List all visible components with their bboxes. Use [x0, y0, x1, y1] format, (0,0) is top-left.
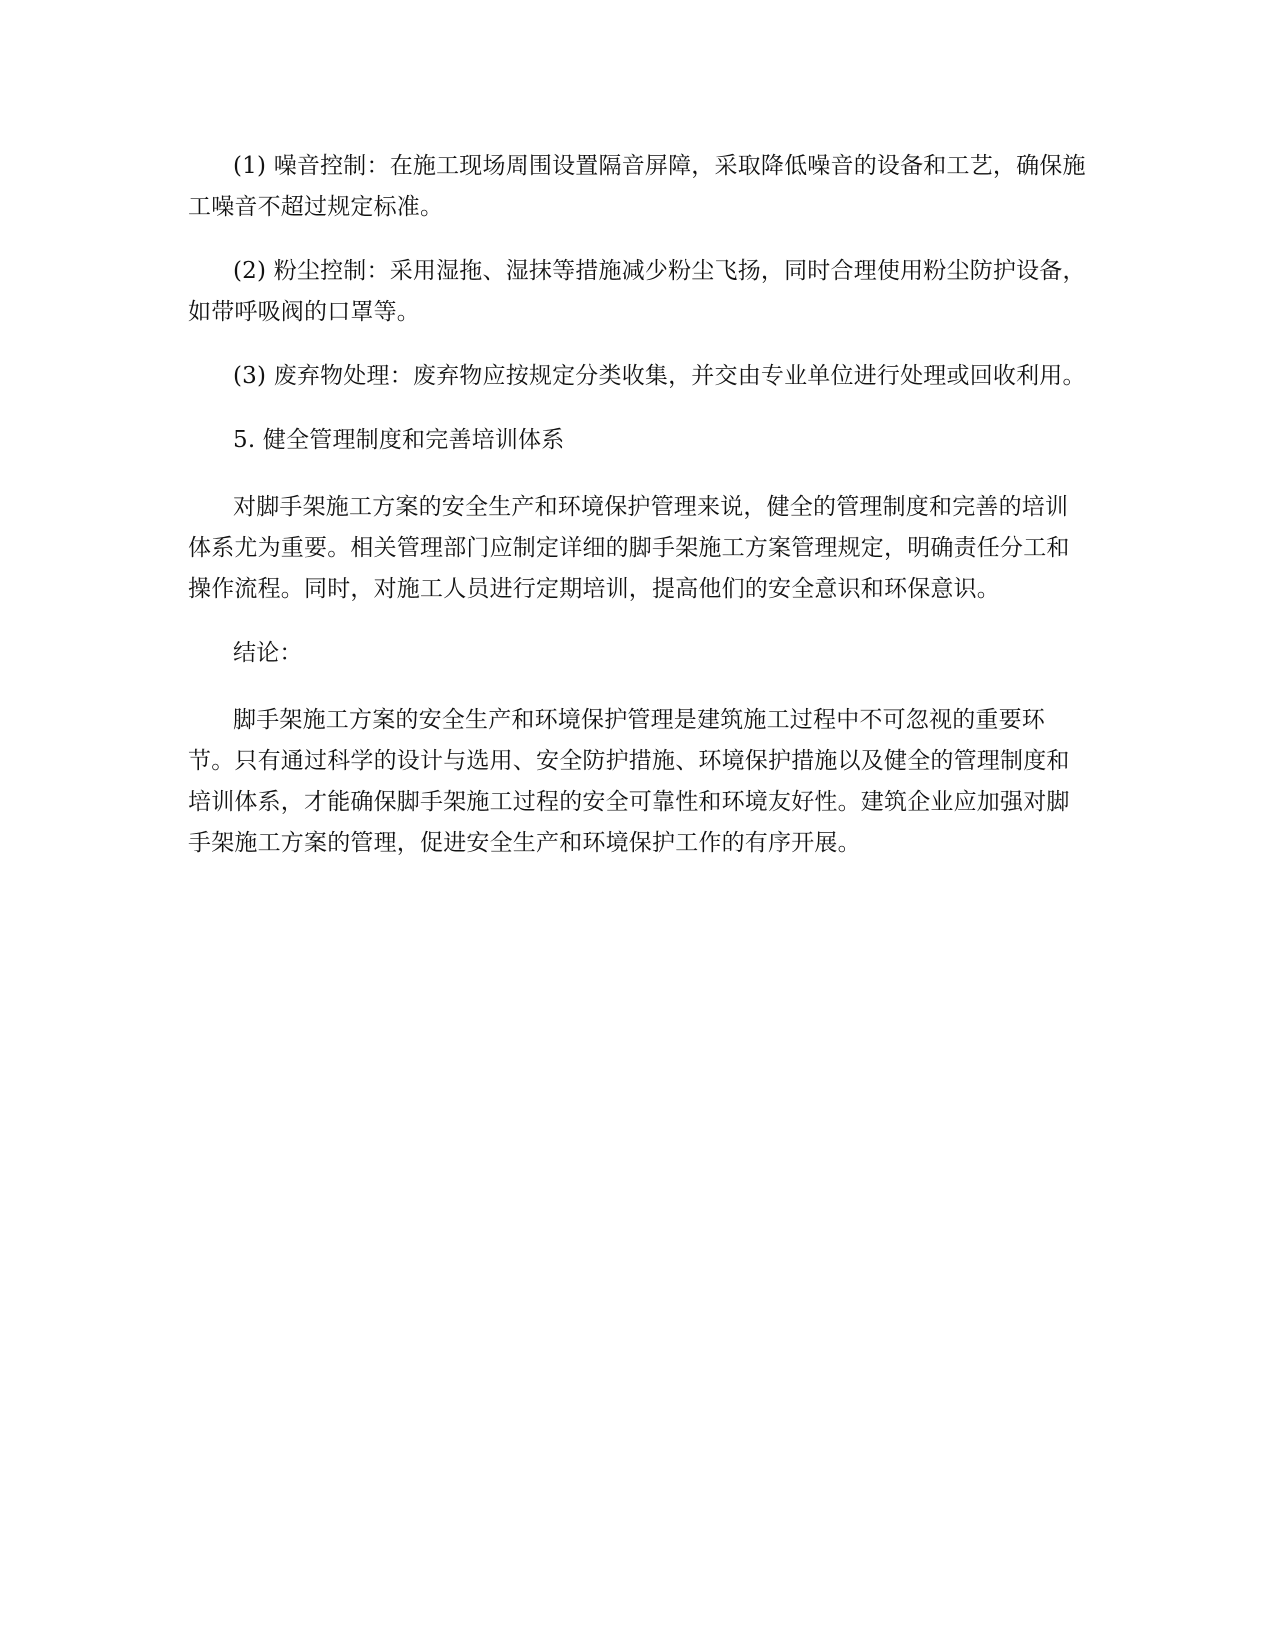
paragraph-waste-disposal: (3) 废弃物处理：废弃物应按规定分类收集，并交由专业单位进行处理或回收利用。: [233, 363, 1086, 389]
paragraph-noise-control: (1) 噪音控制：在施工现场周围设置隔音屏障，采取降低噪音的设备和工艺，确保施工噪音不超过规定标准。: [188, 153, 1086, 220]
paragraph-conclusion: 脚手架施工方案的安全生产和环境保护管理是建筑施工过程中不可忽视的重要环节。只有通过科学的设计与选用、安全防护措施、环境保护措施以及健全的管理制度和培训体系，才能确保脚手架施工过程的安全可靠性和环境友好性。建筑企业应加强对脚手架施工方案的管理，促进安全生产和环境保护工作的有序开展。: [188, 707, 1070, 856]
document-body: [188, 146, 1088, 887]
section-heading-management: 5. 健全管理制度和完善培训体系: [233, 427, 565, 453]
conclusion-heading: 结论：: [233, 640, 303, 666]
paragraph-dust-control: (2) 粉尘控制：采用湿拖、湿抹等措施减少粉尘飞扬，同时合理使用粉尘防护设备，如带呼吸阀的口罩等。: [188, 258, 1086, 325]
paragraph-management-training: 对脚手架施工方案的安全生产和环境保护管理来说，健全的管理制度和完善的培训体系尤为重要。相关管理部门应制定详细的脚手架施工方案管理规定，明确责任分工和操作流程。同时，对施工人员进行定期培训，提高他们的安全意识和环保意识。: [188, 494, 1070, 602]
